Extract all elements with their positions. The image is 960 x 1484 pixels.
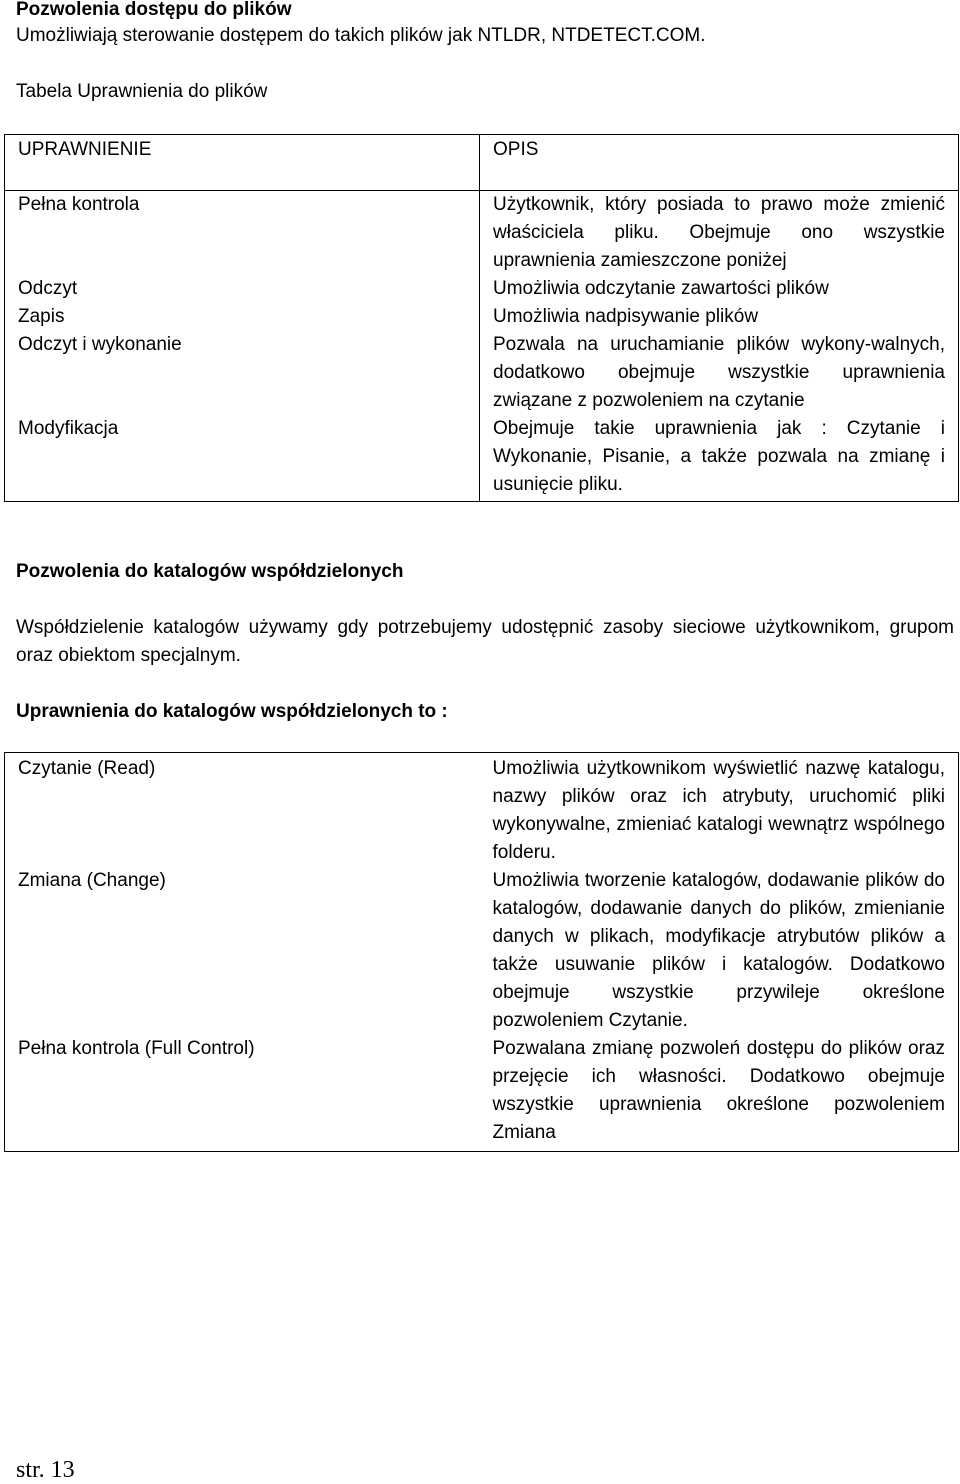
header-description: OPIS [480,135,959,191]
table-row [5,331,959,415]
table-row [5,415,959,502]
table-row [5,303,959,331]
section-heading-file-permissions: Pozwolenia dostępu do plików [16,0,292,20]
file-permissions-table [4,134,959,502]
table-row [5,275,959,303]
table-title: Tabela Uprawnienia do plików [16,81,268,102]
table-row [5,1035,959,1152]
permission-cell: Modyfikacja [5,415,480,502]
shared-permissions-subheading: Uprawnienia do katalogów współdzielonych to : [16,701,448,722]
header-permission: UPRAWNIENIE [5,135,480,191]
permission-cell: Czytanie (Read) [18,758,156,779]
page-number: str. 13 [16,1457,75,1483]
permission-cell: Pełna kontrola (Full Control) [18,1038,255,1059]
section-heading-shared-folders: Pozwolenia do katalogów współdzielonych [16,561,404,582]
intro-text: Umożliwiają sterowanie dostępem do takich plików jak NTLDR, NTDETECT.COM. [16,25,706,46]
description-cell: Pozwalana zmianę pozwoleń dostępu do plików oraz przejęcie ich własności. Dodatkowo obejmuje wszystkie uprawnienia określone pozwoleniem Zmiana [492,1038,945,1143]
shared-folders-paragraph: Współdzielenie katalogów używamy gdy potrzebujemy udostępnić zasoby sieciowe użytkownikom, grupom oraz obiektom specjalnym. [16,617,954,666]
table-header-row [5,135,959,191]
description-cell: Obejmuje takie uprawnienia jak : Czytanie i Wykonanie, Pisanie, a także pozwala na zmianę i usunięcie pliku. [480,415,959,502]
permission-cell: Zapis [5,303,480,331]
description-cell: Umożliwia nadpisywanie plików [480,303,959,331]
table-row [5,867,959,1035]
description-cell: Użytkownik, który posiada to prawo może zmienić właściciela pliku. Obejmuje ono wszystkie uprawnienia zamieszczone poniżej [480,191,959,276]
description-cell: Umożliwia tworzenie katalogów, dodawanie plików do katalogów, dodawanie danych do plików, zmienianie danych w plikach, modyfikacje atrybutów plików a także usuwanie plików i katalogów. Dodatkowo obejmuje wszystkie przywileje określone pozwoleniem Czytanie. [492,870,945,1031]
permission-cell: Pełna kontrola [5,191,480,276]
description-cell: Umożliwia użytkownikom wyświetlić nazwę katalogu, nazwy plików oraz ich atrybuty, uruchomić pliki wykonywalne, zmieniać katalogi wewnątrz wspólnego folderu. [492,758,945,863]
permission-cell: Odczyt i wykonanie [5,331,480,415]
permission-cell: Zmiana (Change) [18,870,166,891]
table-row [5,191,959,276]
description-cell: Pozwala na uruchamianie plików wykony-walnych, dodatkowo obejmuje wszystkie uprawnienia związane z pozwoleniem na czytanie [480,331,959,415]
permission-cell: Odczyt [5,275,480,303]
shared-permissions-table [4,752,959,1152]
table-row [5,753,959,868]
description-cell: Umożliwia odczytanie zawartości plików [480,275,959,303]
